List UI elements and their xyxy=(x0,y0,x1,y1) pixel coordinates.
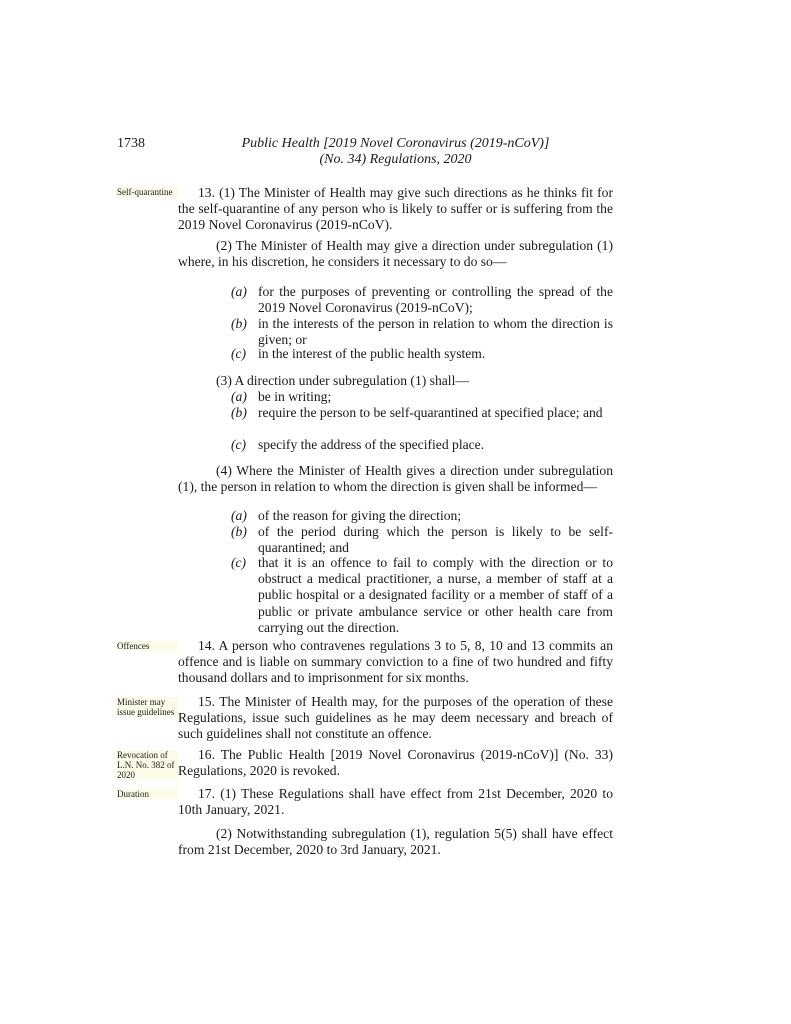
reg13-para4-text: (4) Where the Minister of Health gives a direction under subregulation (1), the person in relation to whom the direction is given shall be informed— xyxy=(178,463,613,495)
item-text: that it is an offence to fail to comply with the direction or to obstruct a medical practitioner, a nurse, a member of staff at a public hospital or a designated facility or a member of staff of a public or private ambulance service or other health care from carrying out the direction. xyxy=(258,555,613,635)
item-text: require the person to be self-quarantined at specified place; and xyxy=(258,405,603,420)
item-text: of the period during which the person is likely to be self-quarantined; and xyxy=(258,524,613,556)
item-label: (a) xyxy=(231,508,247,523)
reg13-p3-item-a xyxy=(231,389,613,405)
item-text: be in writing; xyxy=(258,389,332,404)
reg17-para1 xyxy=(178,786,613,818)
item-text: in the interest of the public health system. xyxy=(258,346,486,361)
item-label: (c) xyxy=(231,437,247,452)
reg13-p2-item-a xyxy=(231,284,613,316)
page-number: 1738 xyxy=(117,136,145,151)
reg13-p2-item-c xyxy=(231,346,613,362)
reg16-para xyxy=(178,747,613,779)
item-label: (c) xyxy=(231,346,247,361)
reg15-text: 15. The Minister of Health may, for the purposes of the operation of these Regulations, issue such guidelines as he may deem necessary and breach of such guidelines shall not constitute an offence. xyxy=(178,694,613,742)
marginal-note-offences: Offences xyxy=(116,641,178,651)
reg13-para2-text: (2) The Minister of Health may give a direction under subregulation (1) where, in his discretion, he considers it necessary to do so— xyxy=(178,238,613,270)
item-text: of the reason for giving the direction; xyxy=(258,508,462,523)
marginal-note-duration: Duration xyxy=(116,789,178,799)
reg14-para xyxy=(178,638,613,687)
reg14-text: 14. A person who contravenes regulations 3 to 5, 8, 10 and 13 commits an offence and is liable on summary conviction to a fine of two hundred and fifty thousand dollars and to imprisonment for six months. xyxy=(178,638,613,686)
item-label: (b) xyxy=(231,405,247,420)
reg13-para3-text: (3) A direction under subregulation (1) shall— xyxy=(216,373,469,388)
reg17-para1-text: 17. (1) These Regulations shall have effect from 21st December, 2020 to 10th January, 2021. xyxy=(178,786,613,818)
running-title-line2: (No. 34) Regulations, 2020 xyxy=(319,152,472,167)
marginal-note-self-quarantine: Self-quarantine xyxy=(116,187,178,197)
reg17-para2-text: (2) Notwithstanding subregulation (1), regulation 5(5) shall have effect from 21st December, 2020 to 3rd January, 2021. xyxy=(178,826,613,858)
reg13-para1-text: 13. (1) The Minister of Health may give such directions as he thinks fit for the self-quarantine of any person who is likely to suffer or is suffering from the 2019 Novel Coronavirus (2019-nCoV). xyxy=(178,185,613,233)
reg13-p4-item-a xyxy=(231,508,613,524)
running-title-line1: Public Health [2019 Novel Coronavirus (2019-nCoV)] xyxy=(241,136,550,151)
marginal-note-revocation: Revocation of L.N. No. 382 of 2020 xyxy=(116,750,178,780)
reg16-text: 16. The Public Health [2019 Novel Coronavirus (2019-nCoV)] (No. 33) Regulations, 2020 is revoked. xyxy=(178,747,613,779)
reg13-para3 xyxy=(178,373,613,389)
reg13-para2 xyxy=(178,238,613,270)
item-text: specify the address of the specified place. xyxy=(258,437,485,452)
item-label: (a) xyxy=(231,284,247,299)
reg13-p3-item-c xyxy=(231,437,613,453)
reg13-para4 xyxy=(178,463,613,495)
reg17-para2 xyxy=(178,826,613,858)
marginal-note-guidelines: Minister may issue guidelines xyxy=(116,697,178,717)
reg13-p2-item-b xyxy=(231,316,613,348)
item-label: (a) xyxy=(231,389,247,404)
item-label: (b) xyxy=(231,316,247,331)
item-label: (c) xyxy=(231,555,247,570)
item-text: in the interests of the person in relation to whom the direction is given; or xyxy=(258,316,613,348)
reg13-para1 xyxy=(178,185,613,234)
reg13-p4-item-c xyxy=(231,555,613,636)
reg15-para xyxy=(178,694,613,743)
item-text: for the purposes of preventing or controlling the spread of the 2019 Novel Coronavirus (2019-nCoV); xyxy=(258,284,613,316)
reg13-p3-item-b xyxy=(231,405,613,421)
reg13-p4-item-b xyxy=(231,524,613,556)
item-label: (b) xyxy=(231,524,247,539)
